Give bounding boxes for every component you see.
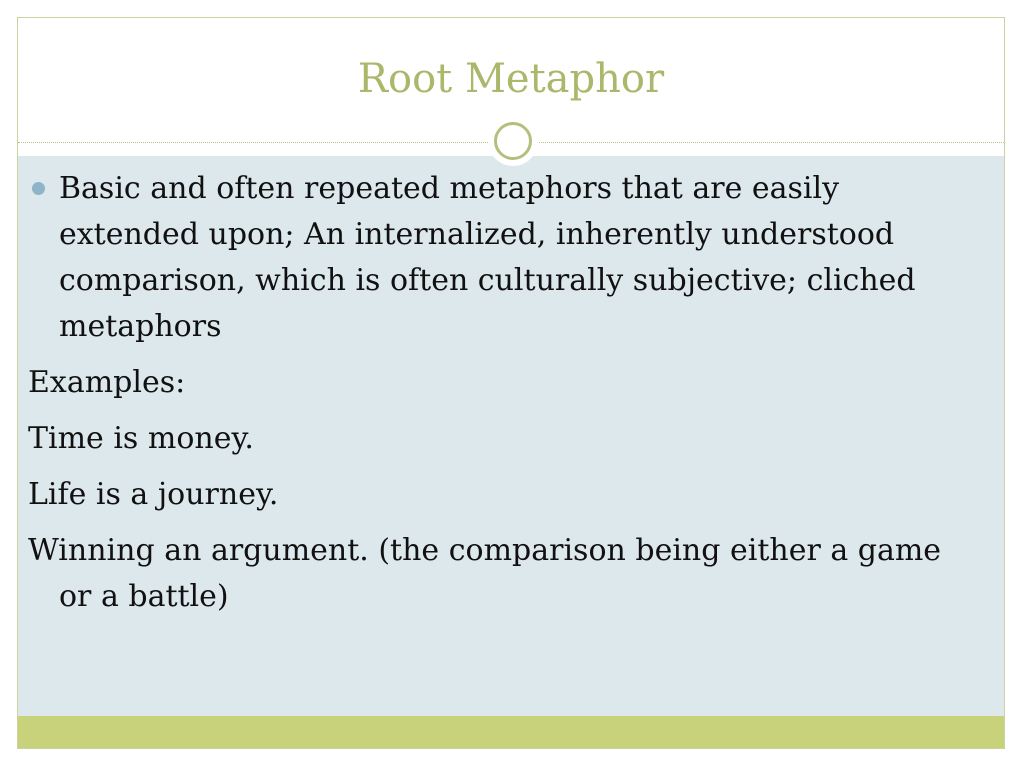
bullet-text: Basic and often repeated metaphors that are easily extended upon; An internalized, inherently understood comparison, which is often culturally subjective; cliched metaphors [59, 171, 916, 344]
slide-body [28, 166, 958, 630]
slide-title: Root Metaphor [357, 56, 665, 102]
bullet-item [28, 166, 958, 350]
circle-ornament-icon [488, 116, 538, 166]
example-item: Time is money. [28, 421, 254, 456]
examples-heading: Examples: [28, 365, 186, 400]
example-item: Life is a journey. [28, 477, 279, 512]
bullet-dot-icon [32, 182, 45, 195]
ring-icon [494, 122, 532, 160]
example-item: Winning an argument. (the comparison being either a game or a battle) [28, 533, 942, 614]
bottom-bar [18, 716, 1004, 749]
